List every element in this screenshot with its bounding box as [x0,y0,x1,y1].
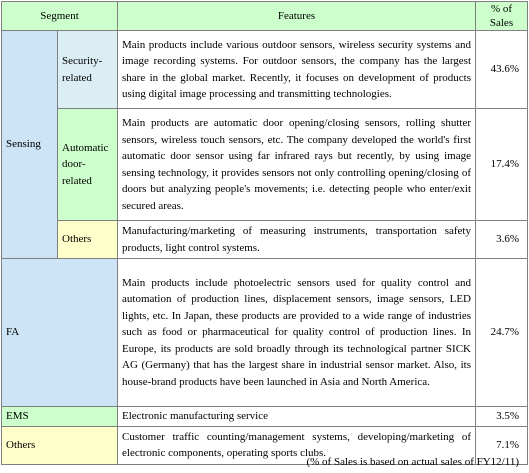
features-automatic-door: Main products are automatic door opening/closing sensors, rolling shutter sensors, wireless touch sensors, etc. The company developed the world's first automatic door sensor using far infrared rays but recently, by using image sensing technology, it provides sensors not only controlling opening/closing of doors but analyzing people's movements; i.e. detecting people who enter/exit secured areas. [118,109,476,221]
subsegment-others: Others [58,221,118,259]
table-row [2,31,528,109]
header-segment: Segment [2,2,118,31]
segment-table [1,1,528,465]
features-ems: Electronic manufacturing service [118,407,476,427]
pct-security: 43.6% [476,31,528,109]
header-features: Features [118,2,476,31]
header-row [2,2,528,31]
segment-sensing: Sensing [2,31,58,259]
features-sensing-others: Manufacturing/marketing of measuring instruments, transportation safety products, light control systems. [118,221,476,259]
pct-ems: 3.5% [476,407,528,427]
footnote: (% of Sales is based on actual sales of FY12/11) [306,456,519,468]
subsegment-automatic-door: Automatic door-related [58,109,118,221]
subsegment-security: Security-related [58,31,118,109]
pct-automatic-door: 17.4% [476,109,528,221]
features-others: Customer traffic counting/management systems, developing/marketing of electronic components, operating sports clubs. [118,426,476,464]
segment-ems: EMS [2,407,118,427]
pct-others: 7.1% [476,426,528,464]
header-pct-sales: % of Sales [476,2,528,31]
table-row [2,259,528,407]
segment-others: Others [2,426,118,464]
pct-fa: 24.7% [476,259,528,407]
table-row [2,109,528,221]
table-row [2,407,528,427]
segment-fa: FA [2,259,118,407]
table-row [2,221,528,259]
pct-sensing-others: 3.6% [476,221,528,259]
features-security: Main products include various outdoor sensors, wireless security systems and image recording systems. For outdoor sensors, the company has the largest share in the global market. Recently, it focuses on development of products using digital image processing and transmitting technologies. [118,31,476,109]
features-fa: Main products include photoelectric sensors used for quality control and automation of production lines, displacement sensors, image sensors, LED lights, etc. In Japan, these products are provided to a wide range of industries such as food or pharmaceutical for quality control of production lines. In Europe, its products are sold broadly through its technological partner SICK AG (Germany) that has the largest share in industrial sensor market. Also, its house-brand products have been launched in Asia and North America. [118,259,476,407]
